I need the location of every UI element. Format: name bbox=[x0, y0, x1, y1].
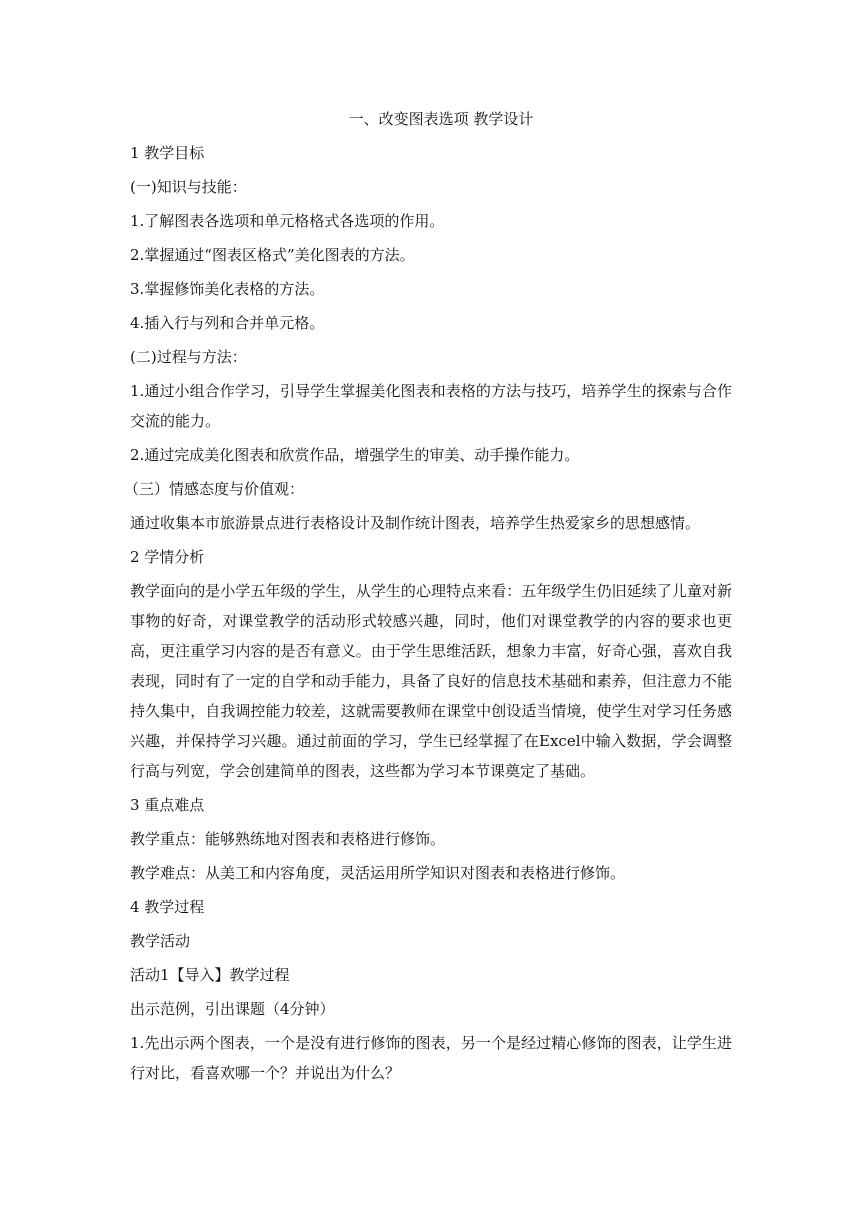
goal-item: 3.掌握修饰美化表格的方法。 bbox=[130, 280, 325, 298]
paragraph-emotion: 通过收集本市旅游景点进行表格设计及制作统计图表，培养学生热爱家乡的思想感情。 bbox=[130, 514, 701, 532]
heading-student-analysis: 2 学情分析 bbox=[130, 548, 205, 566]
document-page bbox=[124, 108, 732, 1096]
goal-item: 2.掌握通过“图表区格式”美化图表的方法。 bbox=[130, 246, 415, 264]
subheading-process-method: (二)过程与方法： bbox=[130, 348, 247, 366]
goal-item: 4.插入行与列和合并单元格。 bbox=[130, 314, 325, 332]
activity-title: 活动1【导入】教学过程 bbox=[130, 966, 290, 984]
paragraph-activity-1: 1.先出示两个图表，一个是没有进行修饰的图表，另一个是经过精心修饰的图表，让学生进行对比，看喜欢哪一个？并说出为什么？ bbox=[130, 1034, 732, 1082]
subheading-emotion-values: （三）情感态度与价值观： bbox=[124, 480, 305, 498]
key-point-focus: 教学重点：能够熟练地对图表和表格进行修饰。 bbox=[130, 830, 446, 848]
paragraph-student-analysis: 教学面向的是小学五年级的学生，从学生的心理特点来看：五年级学生仍旧延续了儿童对新事物的好奇，对课堂教学的活动形式较感兴趣，同时，他们对课堂教学的内容的要求也更高，更注重学习内容的是否有意义。由于学生思维活跃，想象力丰富，好奇心强，喜欢自我表现，同时有了一定的自学和动手能力，具备了良好的信息技术基础和素养，但注意力不能持久集中，自我调控能力较差，这就需要教师在课堂中创设适当情境，使学生对学习任务感兴趣，并保持学习兴趣。通过前面的学习，学生已经掌握了在Excel中输入数据，学会调整行高与列宽，学会创建简单的图表，这些都为学习本节课奠定了基础。 bbox=[130, 582, 732, 780]
goal-item: 1.了解图表各选项和单元格格式各选项的作用。 bbox=[130, 212, 445, 230]
paragraph-process-2: 2.通过完成美化图表和欣赏作品，增强学生的审美、动手操作能力。 bbox=[130, 446, 580, 464]
activity-step-title: 出示范例，引出课题（4分钟） bbox=[130, 1000, 335, 1018]
heading-key-points: 3 重点难点 bbox=[130, 796, 205, 814]
key-point-difficulty: 教学难点：从美工和内容角度，灵活运用所学知识对图表和表格进行修饰。 bbox=[130, 864, 626, 882]
document-title: 一、改变图表选项 教学设计 bbox=[348, 110, 534, 128]
paragraph-process-1: 1.通过小组合作学习，引导学生掌握美化图表和表格的方法与技巧，培养学生的探索与合作交流的能力。 bbox=[130, 382, 732, 430]
subheading-knowledge-skills: (一)知识与技能： bbox=[130, 178, 247, 196]
subheading-teaching-activity: 教学活动 bbox=[130, 932, 191, 950]
heading-teaching-goals: 1 教学目标 bbox=[130, 144, 205, 162]
heading-teaching-process: 4 教学过程 bbox=[130, 898, 205, 916]
